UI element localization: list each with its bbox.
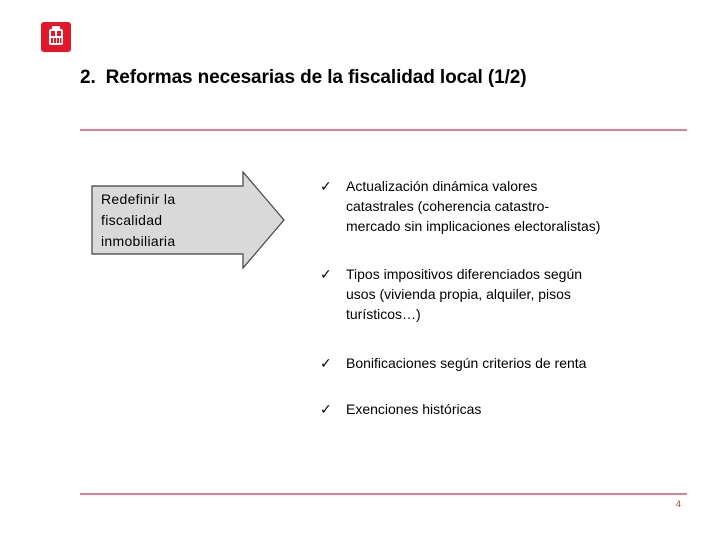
top-divider [80,129,687,131]
bullet-line: Tipos impositivos diferenciados según [346,266,583,282]
arrow-label [101,189,175,252]
bullet-line: mercado sin implicaciones electoralistas) [346,218,601,234]
arrow-label-line: Redefinir la [101,191,176,207]
bullet-line: Bonificaciones según criterios de renta [346,355,587,371]
checkmark-icon: ✓ [320,267,332,283]
bullet-line: catastrales (coherencia catastro- [346,198,550,214]
checkmark-icon: ✓ [320,402,332,418]
page-title [80,67,526,89]
list-item [320,176,600,236]
arrow-label-line: inmobiliaria [101,233,176,249]
arrow-label-line: fiscalidad [101,212,163,228]
list-item [320,399,481,419]
checkmark-icon: ✓ [320,179,332,195]
checkmark-icon: ✓ [320,356,332,372]
bullet-line: Exenciones históricas [346,401,482,417]
bullet-line: Actualización dinámica valores [346,178,538,194]
bullet-line: turísticos…) [346,306,421,322]
section-number: 2. [80,67,96,88]
list-item [320,353,586,373]
section-title: Reformas necesarias de la fiscalidad local (1/2) [105,67,527,88]
bullet-line: usos (vivienda propia, alquiler, pisos [346,286,571,302]
bottom-divider [80,493,687,495]
city-shield-logo-icon [41,22,71,52]
page-number: 4 [676,499,682,509]
list-item [320,264,582,324]
